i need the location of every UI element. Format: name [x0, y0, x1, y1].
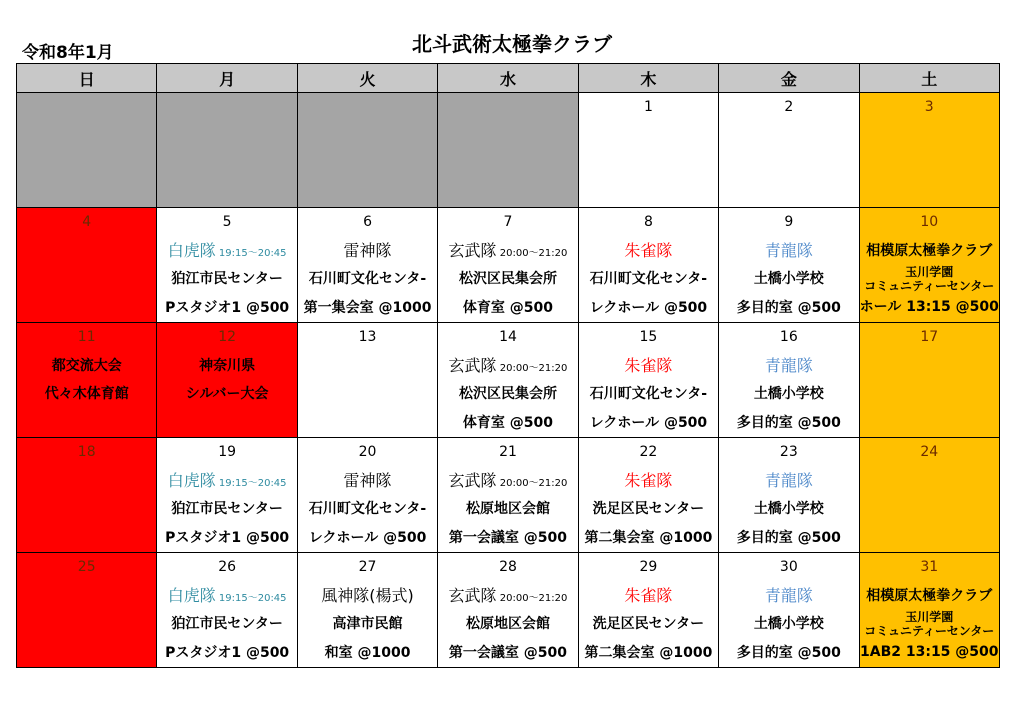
- day-cell: [17, 323, 157, 438]
- weekday-fri: 金: [719, 64, 859, 93]
- cell-text-line: レクホール @500: [589, 414, 708, 431]
- day-cell: [578, 553, 718, 668]
- cell-text-line: 松原地区会館: [465, 616, 550, 632]
- cell-text-line: 洗足区民センター: [592, 616, 705, 632]
- day-cell: [859, 93, 999, 208]
- day-number: 19: [218, 444, 237, 460]
- day-cell: [17, 438, 157, 553]
- practice-time: 19:15～20:45: [215, 592, 287, 604]
- page-title: 北斗武術太極拳クラブ: [412, 32, 612, 56]
- calendar-table: [16, 63, 1000, 668]
- day-number: [17, 93, 156, 122]
- day-cell: [17, 553, 157, 668]
- day-cell: [157, 553, 297, 668]
- day-cell: [297, 438, 437, 553]
- cell-text-line: シルバー大会: [185, 386, 269, 402]
- day-cell: [17, 93, 157, 208]
- practice-time: 20:00～21:20: [496, 592, 568, 604]
- cell-text-line: 第二集会室 @1000: [584, 644, 713, 661]
- team-name: 風神隊(楊式): [321, 585, 414, 605]
- team-line: [298, 467, 437, 496]
- team-name: 玄武隊: [448, 240, 497, 260]
- practice-time: 20:00～21:20: [496, 247, 568, 259]
- day-number: 29: [639, 559, 658, 575]
- day-cell: [859, 553, 999, 668]
- cell-text-line: 石川町文化センタ-: [589, 271, 708, 287]
- cell-small-line: 玉川学園: [905, 265, 954, 279]
- team-name: 玄武隊: [448, 470, 497, 490]
- day-cell: [17, 208, 157, 323]
- cell-text-line: 土橋小学校: [753, 616, 824, 632]
- day-number: 7: [503, 214, 513, 230]
- day-cell: [297, 208, 437, 323]
- day-number: [438, 93, 577, 122]
- day-number: 24: [920, 444, 939, 460]
- day-cell: [859, 208, 999, 323]
- team-line: [719, 467, 858, 496]
- team-name: 朱雀隊: [624, 240, 673, 260]
- day-cell: [859, 438, 999, 553]
- cell-text-line: 洗足区民センター: [592, 501, 705, 517]
- day-cell: [438, 438, 578, 553]
- cell-text-line: 神奈川県: [199, 357, 256, 374]
- cell-text-line: 都交流大会: [51, 357, 122, 374]
- day-number: 31: [920, 559, 939, 575]
- day-number: 5: [222, 214, 232, 230]
- cell-text-line: 第二集会室 @1000: [584, 529, 713, 546]
- cell-text-line: 松原地区会館: [465, 501, 550, 517]
- team-line: [579, 582, 718, 611]
- team-line: [157, 237, 296, 266]
- cell-text-line: 体育室 @500: [462, 414, 554, 431]
- cell-text-line: 代々木体育館: [44, 386, 129, 402]
- cell-text-line: 土橋小学校: [753, 501, 824, 517]
- week-row: [17, 323, 1000, 438]
- weekday-thu: 木: [578, 64, 718, 93]
- team-name: 朱雀隊: [624, 585, 673, 605]
- day-cell: [297, 93, 437, 208]
- day-number: 30: [779, 559, 798, 575]
- cell-text-line: 石川町文化センタ-: [308, 271, 427, 287]
- day-number: 10: [920, 214, 939, 230]
- day-number: 1: [643, 99, 653, 115]
- cell-text-line: 和室 @1000: [324, 644, 411, 661]
- team-line: [157, 467, 296, 496]
- day-cell: [438, 553, 578, 668]
- team-line: [719, 237, 858, 266]
- practice-time: 20:00～21:20: [496, 362, 568, 374]
- day-number: 26: [218, 559, 237, 575]
- team-line: [438, 237, 577, 266]
- team-name: 青龍隊: [764, 240, 813, 260]
- cell-text-line: 多目的室 @500: [736, 414, 841, 431]
- cell-text-line: 第一集会室 @1000: [303, 299, 432, 316]
- day-cell: [297, 323, 437, 438]
- day-number: 13: [358, 329, 377, 345]
- cell-text-line: 石川町文化センタ-: [308, 501, 427, 517]
- day-cell: [438, 208, 578, 323]
- cell-text-line: レクホール @500: [589, 299, 708, 316]
- cell-text-line: 第一会議室 @500: [448, 644, 568, 661]
- weekday-tue: 火: [297, 64, 437, 93]
- weekday-sat: 土: [859, 64, 999, 93]
- weekday-wed: 水: [438, 64, 578, 93]
- team-name: 玄武隊: [448, 585, 497, 605]
- team-name: 雷神隊: [343, 470, 392, 490]
- day-number: 15: [639, 329, 658, 345]
- practice-time: 19:15～20:45: [215, 247, 287, 259]
- day-number: 14: [499, 329, 517, 345]
- cell-text-line: 第一会議室 @500: [448, 529, 568, 546]
- day-cell: [157, 93, 297, 208]
- week-row: [17, 553, 1000, 668]
- day-cell: [157, 323, 297, 438]
- day-cell: [438, 323, 578, 438]
- day-number: [157, 93, 296, 122]
- day-cell: [719, 93, 859, 208]
- week-row: [17, 208, 1000, 323]
- day-cell: [859, 323, 999, 438]
- day-number: 4: [82, 214, 92, 230]
- day-cell: [157, 438, 297, 553]
- cell-text-line: Pスタジオ1 @500: [165, 299, 290, 316]
- team-name: 白虎隊: [167, 470, 216, 490]
- day-number: 25: [77, 559, 96, 575]
- team-line: [157, 582, 296, 611]
- cell-text-line: Pスタジオ1 @500: [165, 644, 290, 661]
- day-cell: [719, 438, 859, 553]
- team-line: [438, 352, 577, 381]
- team-line: [579, 352, 718, 381]
- day-number: 12: [218, 329, 237, 345]
- day-cell: [438, 93, 578, 208]
- team-name: 雷神隊: [343, 240, 392, 260]
- cell-text-line: 多目的室 @500: [736, 299, 841, 316]
- day-number: 8: [643, 214, 653, 230]
- cell-text-line: 土橋小学校: [753, 271, 824, 287]
- team-line: [438, 467, 577, 496]
- team-line: [579, 467, 718, 496]
- cell-text-line: 相模原太極拳クラブ: [866, 242, 993, 259]
- cell-text-line: 体育室 @500: [462, 299, 554, 316]
- cell-small-line: コミュニティーセンター: [864, 624, 995, 638]
- team-name: 朱雀隊: [624, 470, 673, 490]
- day-cell: [578, 323, 718, 438]
- day-number: 11: [77, 329, 96, 345]
- day-cell: [297, 553, 437, 668]
- team-name: 白虎隊: [167, 240, 216, 260]
- practice-time: 20:00～21:20: [496, 477, 568, 489]
- week-row: [17, 438, 1000, 553]
- day-number: 9: [784, 214, 794, 230]
- day-number: 23: [779, 444, 798, 460]
- month-label: 令和8年1月: [22, 43, 114, 63]
- team-line: [579, 237, 718, 266]
- team-name: 青龍隊: [764, 470, 813, 490]
- practice-time: 19:15～20:45: [215, 477, 287, 489]
- team-line: [298, 237, 437, 266]
- team-name: 青龍隊: [764, 585, 813, 605]
- cell-text-line: 相模原太極拳クラブ: [866, 587, 993, 604]
- cell-text-line: 狛江市民センター: [171, 271, 283, 287]
- calendar-body: [17, 93, 1000, 668]
- weekday-sun: 日: [17, 64, 157, 93]
- team-name: 玄武隊: [448, 355, 497, 375]
- team-name: 青龍隊: [764, 355, 813, 375]
- cell-small-line: 玉川学園: [905, 610, 954, 624]
- day-number: 22: [639, 444, 658, 460]
- day-number: 16: [779, 329, 798, 345]
- cell-text-line: レクホール @500: [308, 529, 427, 546]
- cell-text-line: 高津市民館: [332, 616, 403, 632]
- cell-text-line: 松沢区民集会所: [458, 271, 557, 287]
- cell-text-line: 多目的室 @500: [736, 644, 841, 661]
- cell-text-line: Pスタジオ1 @500: [165, 529, 290, 546]
- team-name: 朱雀隊: [624, 355, 673, 375]
- team-line: [719, 582, 858, 611]
- cell-text-line: 石川町文化センタ-: [589, 386, 708, 402]
- day-number: 17: [920, 329, 939, 345]
- weekday-mon: 月: [157, 64, 297, 93]
- day-cell: [578, 208, 718, 323]
- day-cell: [578, 93, 718, 208]
- weekday-header-row: [17, 64, 1000, 93]
- team-line: [438, 582, 577, 611]
- day-number: 21: [499, 444, 517, 460]
- day-number: 18: [77, 444, 96, 460]
- day-number: 6: [363, 214, 373, 230]
- team-line: [298, 582, 437, 611]
- cell-tail-line: 1AB2 13:15 @500: [860, 644, 999, 660]
- day-number: [298, 93, 437, 122]
- cell-text-line: 松沢区民集会所: [458, 386, 557, 402]
- cell-tail-line: ホール 13:15 @500: [859, 299, 999, 315]
- cell-text-line: 狛江市民センター: [171, 501, 283, 517]
- day-cell: [719, 323, 859, 438]
- cell-text-line: 土橋小学校: [753, 386, 824, 402]
- day-cell: [719, 553, 859, 668]
- week-row: [17, 93, 1000, 208]
- day-number: 2: [784, 99, 794, 115]
- day-number: 28: [499, 559, 517, 575]
- cell-text-line: 狛江市民センター: [171, 616, 283, 632]
- day-cell: [157, 208, 297, 323]
- day-number: 27: [358, 559, 377, 575]
- day-cell: [578, 438, 718, 553]
- day-number: 20: [358, 444, 377, 460]
- cell-text-line: 多目的室 @500: [736, 529, 841, 546]
- cell-small-line: コミュニティーセンター: [864, 279, 995, 293]
- team-name: 白虎隊: [167, 585, 216, 605]
- team-line: [719, 352, 858, 381]
- day-cell: [719, 208, 859, 323]
- day-number: 3: [924, 99, 934, 115]
